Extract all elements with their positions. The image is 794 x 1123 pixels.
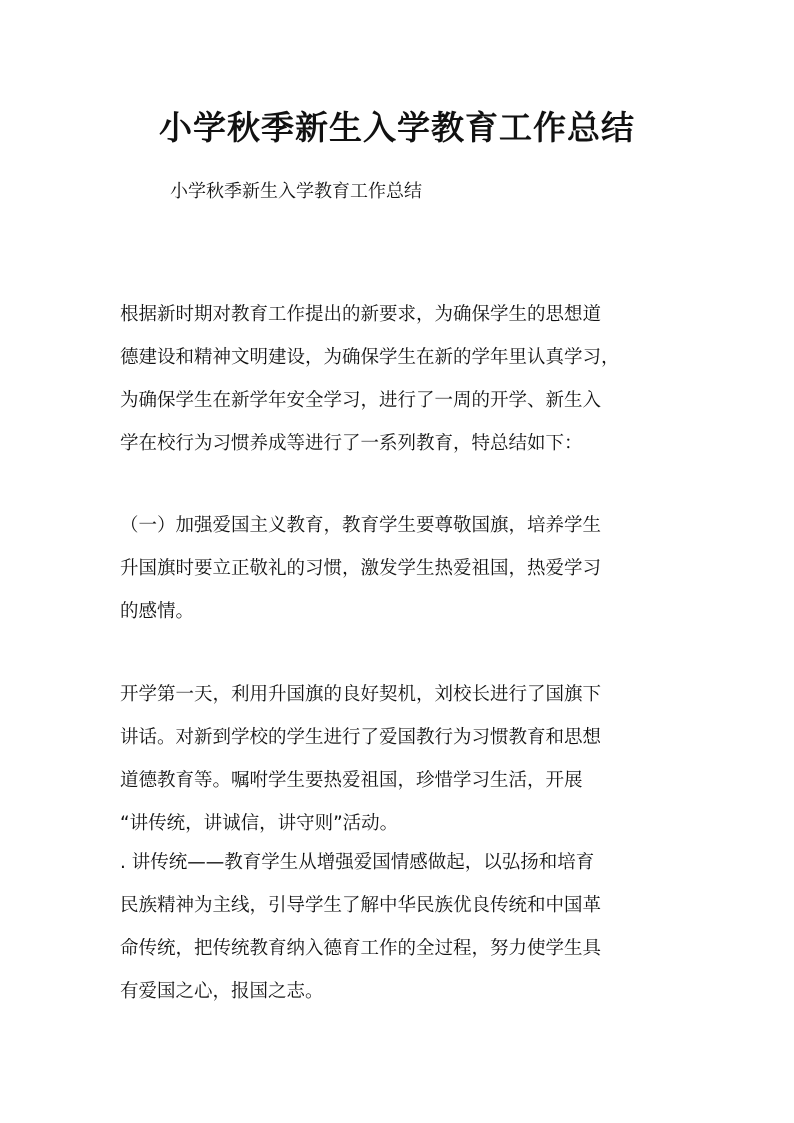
document-subtitle: 小学秋季新生入学教育工作总结 [170,181,422,202]
paragraph-line: . 讲传统——教育学生从增强爱国情感做起，以弘扬和培育 [120,852,595,873]
paragraph-line: （一）加强爱国主义教育，教育学生要尊敬国旗，培养学生 [120,515,602,536]
paragraph-line: 开学第一天，利用升国旗的良好契机，刘校长进行了国旗下 [120,684,602,705]
paragraph-line: 的感情。 [120,601,195,622]
paragraph-flag-raising [120,673,680,1013]
paragraph-intro [120,293,680,465]
paragraph-line: 有爱国之心，报国之志。 [120,981,324,1002]
paragraph-line: 道德教育等。嘱咐学生要热爱祖国，珍惜学习生活，开展 [120,770,583,791]
paragraph-section-one [120,504,680,633]
paragraph-line: “讲传统，讲诚信，讲守则”活动。 [120,813,399,834]
paragraph-line: 升国旗时要立正敬礼的习惯，激发学生热爱祖国，热爱学习 [120,558,602,579]
paragraph-line: 德建设和精神文明建设，为确保学生在新的学年里认真学习， [120,347,620,368]
paragraph-line: 为确保学生在新学年安全学习，进行了一周的开学、新生入 [120,390,602,411]
paragraph-line: 讲话。对新到学校的学生进行了爱国教行为习惯教育和思想 [120,727,602,748]
paragraph-line: 根据新时期对教育工作提出的新要求，为确保学生的思想道 [120,304,602,325]
paragraph-line: 民族精神为主线，引导学生了解中华民族优良传统和中国革 [120,895,602,916]
paragraph-line: 命传统，把传统教育纳入德育工作的全过程，努力使学生具 [120,938,602,959]
document-title: 小学秋季新生入学教育工作总结 [159,108,635,147]
paragraph-line: 学在校行为习惯养成等进行了一系列教育，特总结如下： [120,433,583,454]
